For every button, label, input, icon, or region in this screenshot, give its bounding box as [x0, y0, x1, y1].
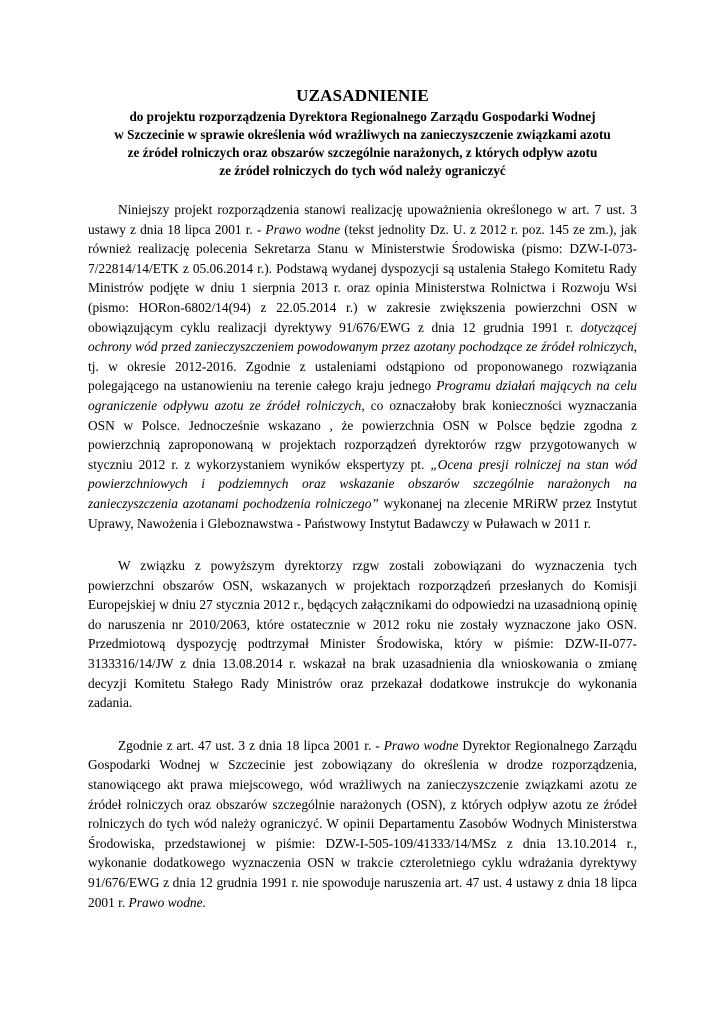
subtitle-line: do projektu rozporządzenia Dyrektora Regionalnego Zarządu Gospodarki Wodnej: [129, 109, 596, 124]
text-span: , tj. w okresie 2012-2016. Zgodnie z ustaleniami odstąpiono od proponowanego rozwiązania polegającego na ustanowieniu na terenie całego kraju jednego: [88, 339, 637, 394]
subtitle-line: ze źródeł rolniczych oraz obszarów szczególnie narażonych, z których odpływ azotu: [127, 145, 598, 160]
italic-span: „Ocena presji rolniczej na stan wód powierzchniowych i podziemnych oraz wskazanie obszarów szczególnie narażonych na zanieczyszczenia azotanami pochodzenia rolniczego”: [88, 456, 637, 511]
text-span: wykonanej na zlecenie MRiRW przez Instytut Uprawy, Nawożenia i Gleboznawstwa - Państwowy Instytut Badawczy w Puławach w 2011 r.: [88, 495, 637, 531]
document-body: [88, 200, 637, 912]
paragraph-1: [88, 200, 637, 533]
italic-span: dotyczącej ochrony wód przed zanieczyszczeniem powodowanym przez azotany pochodzące ze źródeł rolniczych: [88, 319, 637, 355]
document-title: UZASADNIENIE: [296, 86, 429, 105]
subtitle-line: w Szczecinie w sprawie określenia wód wrażliwych na zanieczyszczenie związkami azotu: [114, 127, 611, 142]
paragraph-2: W związku z powyższym dyrektorzy rzgw zostali zobowiązani do wyznaczenia tych powierzchni obszarów OSN, wskazanych w projektach rozporządzeń przesłanych do Komisji Europejskiej w dniu 27 stycznia 2012 r., będących załącznikami do odpowiedzi na uzasadnioną opinię do naruszenia nr 2010/2063, które ostatecznie w 2012 roku nie zostały wyznaczone jako OSN. Przedmiotową dyspozycję podtrzymał Minister Środowiska, który w piśmie: DZW-II-077-3133316/14/JW z dnia 13.08.2014 r. wskazał na brak uzasadnienia dla wnioskowania o zmianę decyzji Komitetu Stałego Rady Ministrów oraz przekazał dodatkowe instrukcje do wykonania zadania.: [88, 558, 637, 711]
text-span: Zgodnie z art. 47 ust. 3 z dnia 18 lipca 2001 r. -: [118, 737, 384, 753]
text-span: , co oznaczałoby brak konieczności wyznaczania OSN w Polsce. Jednocześnie wskazano , że powierzchnia OSN w Polsce będzie zgodna z powierzchnią zaproponowaną w projektach rozporządzeń dyrektorów rzgw przygotowanych w styczniu 2012 r. z wykorzystaniem wyników ekspertyzy pt.: [88, 397, 637, 472]
italic-span: Prawo wodne.: [128, 894, 206, 910]
text-span: (tekst jednolity Dz. U. z 2012 r. poz. 145 ze zm.), jak również realizację polecenia Sekretarza Stanu w Ministerstwie Środowiska (pismo: DZW-I-073-7/22814/14/ETK z 05.06.2014 r.). Podstawą wydanej dyspozycji są ustalenia Stałego Komitetu Rady Ministrów podjęte w dniu 1 sierpnia 2013 r. oraz opinia Ministerstwa Rolnictwa i Rozwoju Wsi (pismo: HORon-6802/14(94) z 22.05.2014 r.) w zakresie zwiększenia powierzchni OSN w obowiązującym cyklu realizacji dyrektywy 91/676/EWG z dnia 12 grudnia 1991 r.: [88, 221, 638, 335]
paragraph-3: [88, 736, 637, 912]
text-span: Niniejszy projekt rozporządzenia stanowi realizację upoważnienia określonego w art. 7 ust. 3 ustawy z dnia 18 lipca 2001 r. -: [88, 202, 637, 237]
italic-span: Prawo wodne: [265, 221, 341, 237]
text-span: Dyrektor Regionalnego Zarządu Gospodarki Wodnej w Szczecinie jest zobowiązany do określenia w drodze rozporządzenia, stanowiącego akt prawa miejscowego, wód wrażliwych na zanieczyszczenie związkami azotu ze źródeł rolniczych oraz obszarów szczególnie narażonych (OSN), z których odpływ azotu ze źródeł rolniczych do tych wód należy ograniczyć. W opinii Departamentu Zasobów Wodnych Ministerstwa Środowiska, przedstawionej w piśmie: DZW-I-505-109/41333/14/MSz z dnia 13.10.2014 r., wykonanie dodatkowego wyznaczenia OSN w trakcie czteroletniego cyklu wdrażania dyrektywy 91/676/EWG z dnia 12 grudnia 1991 r. nie spowoduje naruszenia art. 47 ust. 4 ustawy z dnia 18 lipca 2001 r.: [88, 737, 637, 910]
italic-span: Programu działań mających na celu ograniczenie odpływu azotu ze źródeł rolniczych: [88, 378, 637, 413]
subtitle-line: ze źródeł rolniczych do tych wód należy ograniczyć: [219, 163, 506, 178]
document-subtitle: [88, 108, 637, 180]
italic-span: Prawo wodne: [383, 737, 459, 753]
